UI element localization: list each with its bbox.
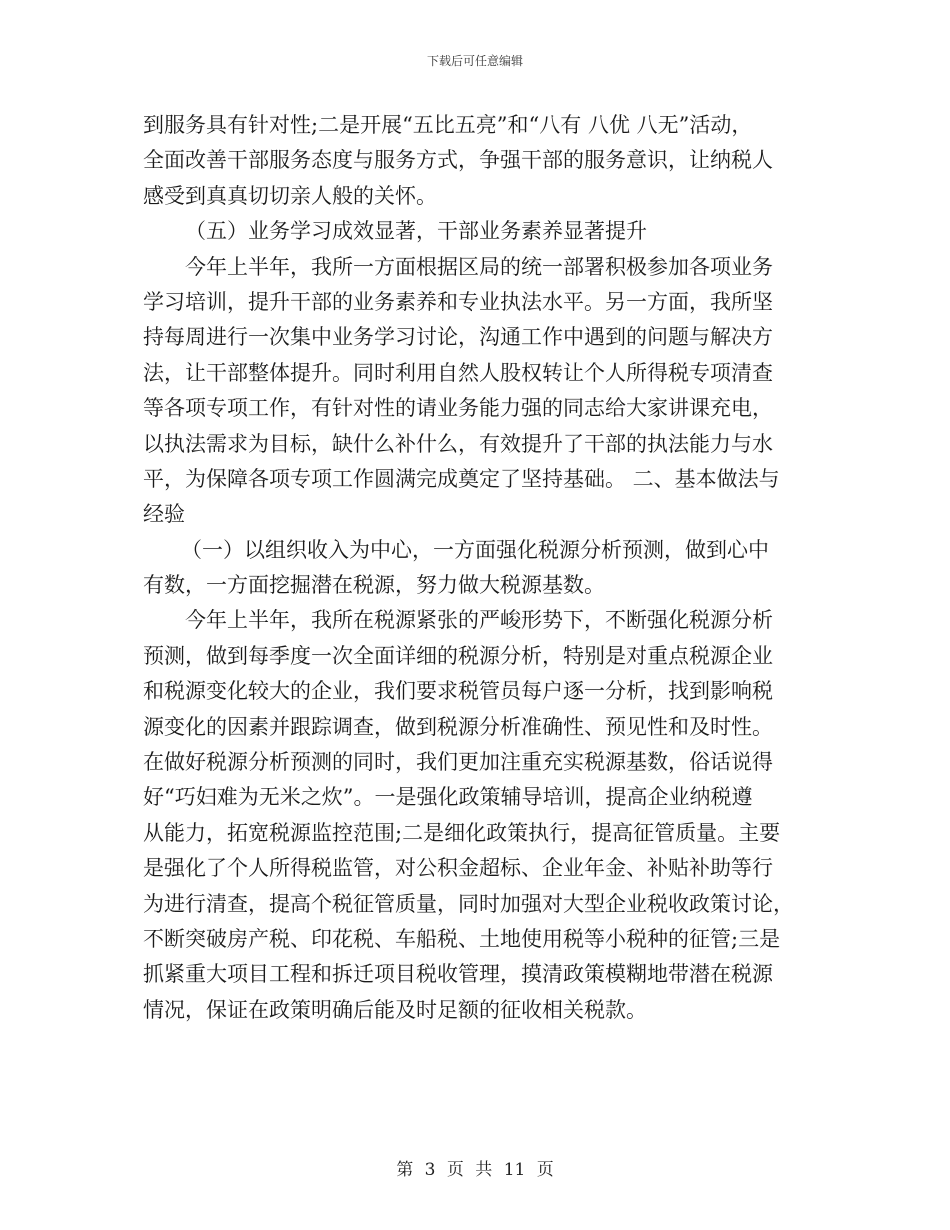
section-heading: （五）业务学习成效显著，干部业务素养显著提升 [185, 219, 647, 244]
body-line: 情况，保证在政策明确后能及时足额的征收相关税款。 [143, 997, 647, 1022]
body-line: 今年上半年，我所在税源紧张的严峻形势下，不断强化税源分析 [185, 608, 773, 633]
body-line: 感受到真真切切亲人般的关怀。 [143, 183, 437, 208]
page-header: 下载后可任意编辑 [426, 54, 523, 68]
body-line: 从能力，拓宽税源监控范围;二是细化政策执行，提高征管质量。主要 [143, 820, 781, 845]
body-line: 到服务具有针对性;二是开展“五比五亮”和“八有 八优 八无”活动， [143, 113, 753, 137]
body-line: 经验 [143, 502, 185, 527]
body-line: 是强化了个人所得税监管，对公积金超标、企业年金、补贴补助等行 [143, 856, 773, 881]
document-body [143, 108, 815, 1028]
body-line: 法，让干部整体提升。同时利用自然人股权转让个人所得税专项清查 [143, 360, 773, 385]
body-line: 预测，做到每季度一次全面详细的税源分析，特别是对重点税源企业 [143, 643, 773, 668]
body-line: 为进行清查，提高个税征管质量，同时加强对大型企业税收政策讨论， [143, 891, 794, 916]
body-line: 全面改善干部服务态度与服务方式，争强干部的服务意识，让纳税人 [143, 148, 773, 173]
body-line: 在做好税源分析预测的同时，我们更加注重充实税源基数，俗话说得 [143, 750, 773, 775]
body-line: 好“巧妇难为无米之炊”。一是强化政策辅导培训，提高企业纳税遵 [143, 785, 753, 810]
body-line: 平，为保障各项专项工作圆满完成奠定了坚持基础。 二、基本做法与 [143, 466, 780, 491]
body-line: 和税源变化较大的企业，我们要求税管员每户逐一分析，找到影响税 [143, 679, 773, 704]
body-line: 持每周进行一次集中业务学习讨论，沟通工作中遇到的问题与解决方 [143, 325, 773, 350]
body-line: 有数，一方面挖掘潜在税源，努力做大税源基数。 [143, 573, 605, 598]
body-line: 等各项专项工作，有针对性的请业务能力强的同志给大家讲课充电， [143, 396, 773, 421]
body-line: 今年上半年，我所一方面根据区局的统一部署积极参加各项业务 [185, 254, 773, 279]
section-heading: （一）以组织收入为中心，一方面强化税源分析预测，做到心中 [181, 537, 769, 562]
body-line: 不断突破房产税、印花税、车船税、土地使用税等小税种的征管;三是 [143, 926, 781, 951]
body-line: 抓紧重大项目工程和拆迁项目税收管理，摸清政策模糊地带潜在税源 [143, 962, 773, 987]
body-line: 源变化的因素并跟踪调查，做到税源分析准确性、预见性和及时性。 [143, 714, 773, 739]
page-footer: 第 3 页 共 11 页 [396, 1160, 554, 1180]
body-line: 以执法需求为目标，缺什么补什么，有效提升了干部的执法能力与水 [143, 431, 773, 456]
body-line: 学习培训，提升干部的业务素养和专业执法水平。另一方面，我所坚 [143, 289, 773, 314]
